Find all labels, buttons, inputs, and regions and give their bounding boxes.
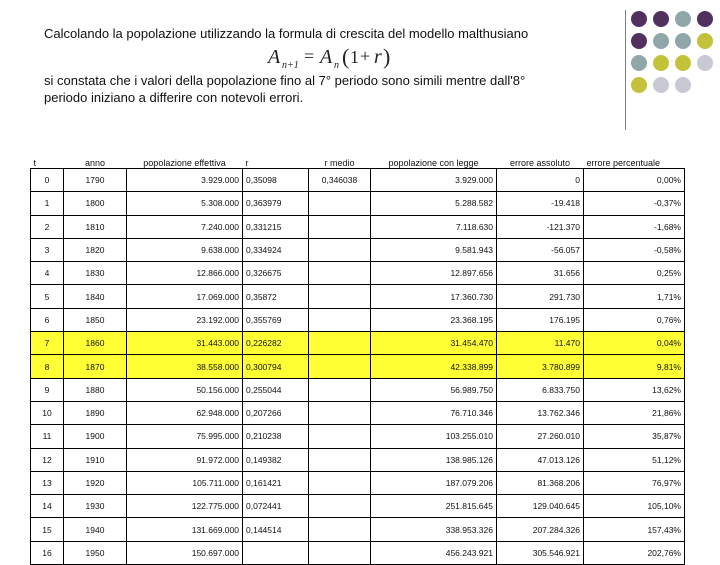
- cell-popolazione-con-legge: 103.255.010: [371, 425, 497, 448]
- cell-errore-percentuale: 202,76%: [584, 541, 685, 564]
- cell-errore-percentuale: 0,00%: [584, 169, 685, 192]
- cell-errore-percentuale: -0,58%: [584, 238, 685, 261]
- table-row: [31, 495, 685, 518]
- cell-anno: 1870: [64, 355, 127, 378]
- cell-popolazione-con-legge: 42.338.899: [371, 355, 497, 378]
- dot-olive: [631, 77, 647, 93]
- table-row: [31, 215, 685, 238]
- cell-r: 0,35098: [243, 169, 309, 192]
- cell-r: 0,326675: [243, 262, 309, 285]
- cell-r: 0,161421: [243, 471, 309, 494]
- table-row: [31, 448, 685, 471]
- svg-text:n+1: n+1: [282, 60, 299, 70]
- table-row: [31, 378, 685, 401]
- cell-r-medio: [309, 401, 371, 424]
- cell-t: 6: [31, 308, 64, 331]
- cell-errore-assoluto: -121.370: [497, 215, 584, 238]
- cell-anno: 1880: [64, 378, 127, 401]
- svg-text:A: A: [268, 46, 281, 68]
- cell-errore-percentuale: 0,76%: [584, 308, 685, 331]
- cell-r-medio: [309, 308, 371, 331]
- cell-errore-assoluto: 27.260.010: [497, 425, 584, 448]
- cell-errore-percentuale: 105,10%: [584, 495, 685, 518]
- cell-t: 10: [31, 401, 64, 424]
- table-row: [31, 192, 685, 215]
- cell-t: 16: [31, 541, 64, 564]
- dot-purple: [697, 11, 713, 27]
- cell-r: 0,363979: [243, 192, 309, 215]
- dot-purple: [631, 33, 647, 49]
- cell-errore-assoluto: 47.013.126: [497, 448, 584, 471]
- table-row: [31, 541, 685, 564]
- cell-popolazione-effettiva: 12.866.000: [127, 262, 243, 285]
- cell-popolazione-con-legge: 9.581.943: [371, 238, 497, 261]
- cell-errore-percentuale: 35,87%: [584, 425, 685, 448]
- cell-r: 0,207266: [243, 401, 309, 424]
- cell-anno: 1950: [64, 541, 127, 564]
- dot-olive: [653, 55, 669, 71]
- cell-popolazione-effettiva: 5.308.000: [127, 192, 243, 215]
- header-t: t: [33, 158, 37, 168]
- dot-teal: [631, 55, 647, 71]
- svg-text:=: =: [304, 46, 315, 66]
- cell-popolazione-effettiva: 31.443.000: [127, 332, 243, 355]
- cell-errore-assoluto: 291.730: [497, 285, 584, 308]
- cell-popolazione-con-legge: 31.454.470: [371, 332, 497, 355]
- dot-purple: [631, 11, 647, 27]
- svg-text:A: A: [320, 46, 333, 68]
- cell-r: 0,334924: [243, 238, 309, 261]
- table-row: [31, 401, 685, 424]
- cell-r-medio: [309, 238, 371, 261]
- dot-teal: [675, 33, 691, 49]
- table-row: [31, 332, 685, 355]
- decorative-divider: [625, 10, 626, 130]
- cell-popolazione-effettiva: 9.638.000: [127, 238, 243, 261]
- cell-t: 12: [31, 448, 64, 471]
- cell-t: 2: [31, 215, 64, 238]
- table-row: [31, 425, 685, 448]
- table-header-row: [31, 138, 685, 169]
- cell-errore-assoluto: -56.057: [497, 238, 584, 261]
- table-body: [31, 169, 685, 565]
- cell-popolazione-effettiva: 62.948.000: [127, 401, 243, 424]
- cell-errore-percentuale: 0,04%: [584, 332, 685, 355]
- cell-anno: 1810: [64, 215, 127, 238]
- cell-errore-assoluto: 0: [497, 169, 584, 192]
- cell-r-medio: 0,346038: [309, 169, 371, 192]
- cell-anno: 1890: [64, 401, 127, 424]
- dot-light: [653, 77, 669, 93]
- cell-t: 11: [31, 425, 64, 448]
- cell-errore-assoluto: 11.470: [497, 332, 584, 355]
- dot-light: [675, 77, 691, 93]
- cell-popolazione-effettiva: 91.972.000: [127, 448, 243, 471]
- cell-popolazione-con-legge: 7.118.630: [371, 215, 497, 238]
- cell-r-medio: [309, 332, 371, 355]
- cell-errore-percentuale: -0,37%: [584, 192, 685, 215]
- cell-r-medio: [309, 262, 371, 285]
- slide-title: Calcolando la popolazione utilizzando la formula di crescita del modello malthusiano: [44, 26, 529, 41]
- svg-text:): ): [383, 44, 391, 69]
- cell-t: 1: [31, 192, 64, 215]
- dot-purple: [653, 11, 669, 27]
- header-popolazione-effettiva: popolazione effettiva: [143, 158, 226, 168]
- cell-popolazione-effettiva: 7.240.000: [127, 215, 243, 238]
- cell-popolazione-effettiva: 17.069.000: [127, 285, 243, 308]
- cell-errore-percentuale: -1,68%: [584, 215, 685, 238]
- cell-r-medio: [309, 541, 371, 564]
- cell-errore-assoluto: 129.040.645: [497, 495, 584, 518]
- cell-r: 0,35872: [243, 285, 309, 308]
- cell-r: 0,144514: [243, 518, 309, 541]
- header-r-medio: r medio: [324, 158, 355, 168]
- cell-t: 3: [31, 238, 64, 261]
- cell-errore-percentuale: 1,71%: [584, 285, 685, 308]
- cell-r-medio: [309, 495, 371, 518]
- cell-popolazione-con-legge: 56.989.750: [371, 378, 497, 401]
- cell-r: 0,149382: [243, 448, 309, 471]
- cell-popolazione-con-legge: 23.368.195: [371, 308, 497, 331]
- cell-anno: 1940: [64, 518, 127, 541]
- cell-errore-assoluto: 31.656: [497, 262, 584, 285]
- cell-t: 8: [31, 355, 64, 378]
- cell-errore-percentuale: 157,43%: [584, 518, 685, 541]
- cell-r: 0,255044: [243, 378, 309, 401]
- cell-r-medio: [309, 215, 371, 238]
- cell-errore-percentuale: 9,81%: [584, 355, 685, 378]
- cell-popolazione-con-legge: 76.710.346: [371, 401, 497, 424]
- cell-anno: 1920: [64, 471, 127, 494]
- cell-t: 14: [31, 495, 64, 518]
- svg-text:(: (: [342, 44, 350, 69]
- cell-r-medio: [309, 192, 371, 215]
- cell-popolazione-con-legge: 456.243.921: [371, 541, 497, 564]
- population-table: [30, 138, 685, 565]
- header-popolazione-con-legge: popolazione con legge: [388, 158, 479, 168]
- cell-r: [243, 541, 309, 564]
- cell-t: 9: [31, 378, 64, 401]
- dot-olive: [697, 33, 713, 49]
- cell-r: 0,300794: [243, 355, 309, 378]
- cell-popolazione-con-legge: 5.288.582: [371, 192, 497, 215]
- table-row: [31, 355, 685, 378]
- cell-anno: 1930: [64, 495, 127, 518]
- svg-text:n: n: [334, 60, 339, 70]
- dot-olive: [675, 55, 691, 71]
- cell-errore-percentuale: 76,97%: [584, 471, 685, 494]
- cell-r-medio: [309, 425, 371, 448]
- decorative-dot-grid: [628, 8, 720, 100]
- cell-popolazione-con-legge: 338.953.326: [371, 518, 497, 541]
- cell-anno: 1860: [64, 332, 127, 355]
- cell-anno: 1790: [64, 169, 127, 192]
- cell-popolazione-effettiva: 75.995.000: [127, 425, 243, 448]
- header-errore-assoluto: errore assoluto: [509, 158, 571, 168]
- cell-errore-assoluto: 81.368.206: [497, 471, 584, 494]
- cell-popolazione-effettiva: 38.558.000: [127, 355, 243, 378]
- cell-popolazione-effettiva: 122.775.000: [127, 495, 243, 518]
- cell-r-medio: [309, 355, 371, 378]
- cell-errore-assoluto: 305.546.921: [497, 541, 584, 564]
- cell-t: 13: [31, 471, 64, 494]
- cell-popolazione-con-legge: 3.929.000: [371, 169, 497, 192]
- table-row: [31, 262, 685, 285]
- cell-r-medio: [309, 518, 371, 541]
- cell-r: 0,072441: [243, 495, 309, 518]
- table-row: [31, 238, 685, 261]
- table-row: [31, 169, 685, 192]
- cell-r: 0,210238: [243, 425, 309, 448]
- cell-popolazione-con-legge: 251.815.645: [371, 495, 497, 518]
- cell-errore-percentuale: 21,86%: [584, 401, 685, 424]
- cell-r: 0,331215: [243, 215, 309, 238]
- cell-popolazione-con-legge: 138.985.126: [371, 448, 497, 471]
- dot-light: [697, 55, 713, 71]
- cell-errore-percentuale: 13,62%: [584, 378, 685, 401]
- cell-t: 15: [31, 518, 64, 541]
- table-row: [31, 518, 685, 541]
- cell-r-medio: [309, 378, 371, 401]
- cell-t: 4: [31, 262, 64, 285]
- svg-text:+: +: [360, 46, 371, 66]
- dot-teal: [675, 11, 691, 27]
- cell-popolazione-con-legge: 17.360.730: [371, 285, 497, 308]
- dot-teal: [653, 33, 669, 49]
- cell-anno: 1820: [64, 238, 127, 261]
- cell-errore-percentuale: 51,12%: [584, 448, 685, 471]
- cell-popolazione-effettiva: 3.929.000: [127, 169, 243, 192]
- cell-errore-assoluto: 3.780.899: [497, 355, 584, 378]
- cell-t: 7: [31, 332, 64, 355]
- cell-popolazione-effettiva: 150.697.000: [127, 541, 243, 564]
- cell-r-medio: [309, 285, 371, 308]
- subtitle-line-1: si constata che i valori della popolazione fino al 7° periodo sono simili mentre dall'8°: [44, 73, 526, 88]
- cell-errore-assoluto: -19.418: [497, 192, 584, 215]
- cell-popolazione-con-legge: 12.897.656: [371, 262, 497, 285]
- cell-errore-assoluto: 207.284.326: [497, 518, 584, 541]
- cell-anno: 1800: [64, 192, 127, 215]
- cell-anno: 1900: [64, 425, 127, 448]
- cell-r: 0,355769: [243, 308, 309, 331]
- table-row: [31, 285, 685, 308]
- cell-popolazione-effettiva: 50.156.000: [127, 378, 243, 401]
- cell-r: 0,226282: [243, 332, 309, 355]
- cell-errore-assoluto: 6.833.750: [497, 378, 584, 401]
- cell-errore-assoluto: 176.195: [497, 308, 584, 331]
- malthus-formula: [262, 42, 412, 70]
- slide-subtitle: [44, 72, 604, 106]
- table-row: [31, 471, 685, 494]
- cell-errore-percentuale: 0,25%: [584, 262, 685, 285]
- cell-popolazione-effettiva: 23.192.000: [127, 308, 243, 331]
- cell-popolazione-effettiva: 131.669.000: [127, 518, 243, 541]
- cell-popolazione-effettiva: 105.711.000: [127, 471, 243, 494]
- cell-errore-assoluto: 13.762.346: [497, 401, 584, 424]
- cell-r-medio: [309, 448, 371, 471]
- cell-anno: 1830: [64, 262, 127, 285]
- cell-popolazione-con-legge: 187.079.206: [371, 471, 497, 494]
- table-row: [31, 308, 685, 331]
- cell-r-medio: [309, 471, 371, 494]
- cell-anno: 1910: [64, 448, 127, 471]
- subtitle-line-2: periodo iniziano a differire con notevoli errori.: [44, 90, 304, 105]
- cell-anno: 1840: [64, 285, 127, 308]
- cell-anno: 1850: [64, 308, 127, 331]
- cell-t: 5: [31, 285, 64, 308]
- header-anno: anno: [84, 158, 106, 168]
- cell-t: 0: [31, 169, 64, 192]
- header-errore-percentuale: errore percentuale: [586, 158, 661, 168]
- svg-text:1: 1: [350, 47, 359, 67]
- svg-text:r: r: [374, 46, 382, 68]
- header-r: r: [245, 158, 249, 168]
